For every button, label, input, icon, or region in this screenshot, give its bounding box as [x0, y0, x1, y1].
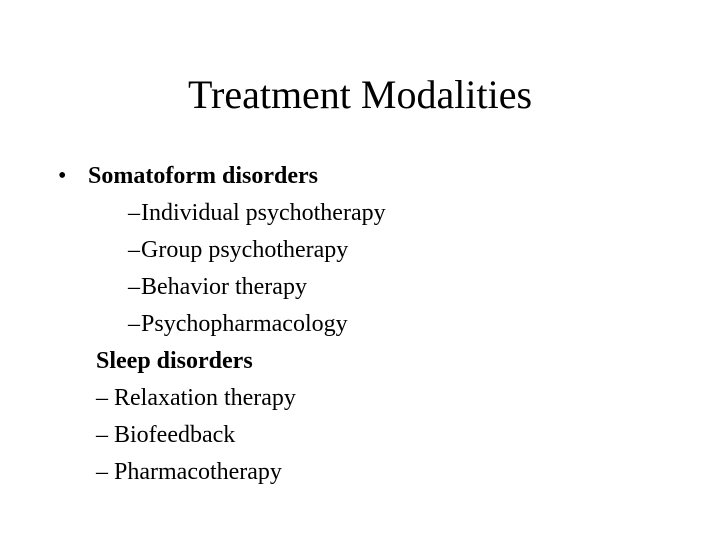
list-item: [58, 380, 698, 417]
list-item-text: Group psychotherapy: [141, 237, 349, 263]
dash-marker: –: [128, 237, 140, 263]
section-heading-text: Somatoform disorders: [88, 163, 318, 189]
slide-title: Treatment Modalities: [187, 72, 533, 117]
list-item: [58, 269, 698, 306]
list-item-text: – Biofeedback: [96, 422, 236, 448]
list-item: [58, 454, 698, 491]
section-heading-text: Sleep disorders: [96, 348, 253, 374]
dash-marker: –: [128, 311, 140, 337]
bullet-icon: •: [58, 163, 67, 189]
slide-body: [58, 158, 698, 491]
list-item-text: Individual psychotherapy: [141, 200, 386, 226]
list-item: [58, 232, 698, 269]
section-heading-somatoform: [58, 158, 698, 195]
section-heading-sleep: [58, 343, 698, 380]
dash-marker: –: [128, 274, 140, 300]
list-item-text: – Pharmacotherapy: [96, 459, 282, 485]
list-item: [58, 306, 698, 343]
list-item: [58, 417, 698, 454]
list-item-text: – Relaxation therapy: [96, 385, 296, 411]
dash-marker: –: [128, 200, 140, 226]
list-item-text: Psychopharmacology: [141, 311, 348, 337]
list-item-text: Behavior therapy: [141, 274, 307, 300]
list-item: [58, 195, 698, 232]
